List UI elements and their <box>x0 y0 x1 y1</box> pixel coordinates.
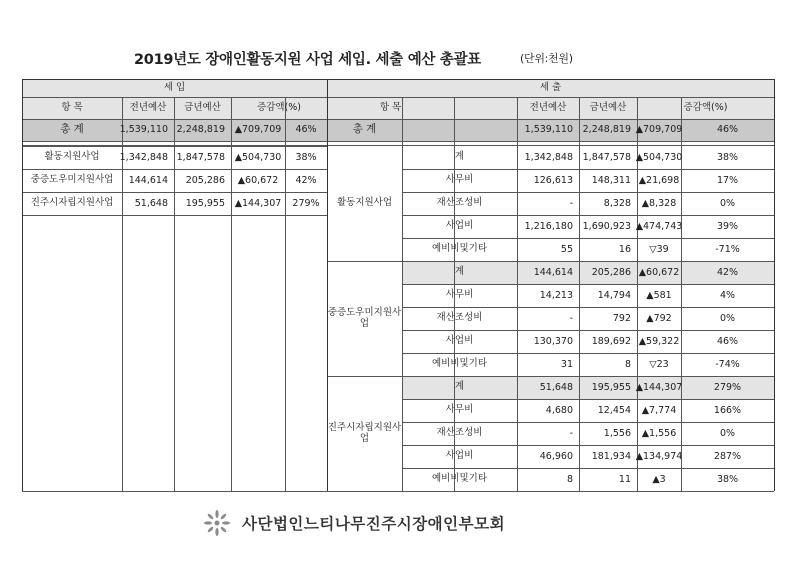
expense-section-header: 세 출 <box>539 82 562 94</box>
table-rule <box>774 79 775 491</box>
revenue-row-prev: 144,614 <box>128 174 168 186</box>
expense-row-prev: - <box>569 197 573 209</box>
expense-row-prev: 8 <box>566 473 573 485</box>
revenue-total-pct: 46% <box>295 124 317 136</box>
expense-row-prev: 14,213 <box>539 289 573 301</box>
expense-row-diff: ▲581 <box>646 289 672 301</box>
expense-col-header: 증감액(%) <box>683 102 728 114</box>
revenue-row-pct: 279% <box>292 197 320 209</box>
expense-row-curr: 148,311 <box>591 174 631 186</box>
expense-total-label: 총 계 <box>352 123 377 136</box>
expense-row-curr: 1,847,578 <box>582 151 631 163</box>
expense-col-header: 항 목 <box>379 102 402 114</box>
revenue-row-diff: ▲144,307 <box>234 197 282 209</box>
expense-row-pct: 287% <box>713 450 742 462</box>
expense-row-pct: 38% <box>716 473 739 485</box>
expense-row-diff: ▲8,328 <box>641 197 677 209</box>
expense-row-diff: ▲3 <box>652 473 666 485</box>
expense-total-curr: 2,248,819 <box>582 124 631 136</box>
expense-row-pct: 0% <box>719 312 736 324</box>
expense-row-prev: - <box>569 427 573 439</box>
revenue-col-header: 증감액(%) <box>257 102 301 114</box>
revenue-section-header: 세 입 <box>163 82 186 94</box>
revenue-row-prev: 51,648 <box>134 197 168 209</box>
revenue-total-label: 총 계 <box>60 123 84 136</box>
expense-row-prev: 51,648 <box>539 381 573 393</box>
expense-row-item: 계 <box>454 151 465 163</box>
expense-row-diff: ▲21,698 <box>638 174 680 186</box>
expense-row-diff: ▲7,774 <box>641 404 677 416</box>
expense-row-prev: 130,370 <box>533 335 573 347</box>
expense-row-pct: 42% <box>716 266 739 278</box>
expense-row-pct: 0% <box>719 197 736 209</box>
budget-summary-table <box>22 79 774 494</box>
expense-row-curr: 12,454 <box>597 404 631 416</box>
expense-row-prev: 46,960 <box>539 450 573 462</box>
organization-name: 사단법인느티나무진주시장애인부모회 <box>242 515 506 533</box>
expense-col-header: 전년예산 <box>529 102 567 114</box>
expense-row-diff: ▲144,307 <box>635 381 683 393</box>
expense-row-curr: 792 <box>612 312 631 324</box>
expense-total-pct: 46% <box>716 124 739 136</box>
expense-row-item: 재산조성비 <box>436 197 483 209</box>
expense-row-curr: 16 <box>618 243 631 255</box>
expense-row-diff: ▲504,730 <box>635 151 683 163</box>
expense-row-diff: ▽23 <box>649 358 669 370</box>
revenue-col-header: 금년예산 <box>184 102 221 114</box>
expense-row-pct: -74% <box>715 358 740 370</box>
expense-row-prev: 55 <box>560 243 573 255</box>
expense-row-diff: ▲1,556 <box>641 427 677 439</box>
expense-row-curr: 11 <box>618 473 631 485</box>
expense-row-prev: 31 <box>560 358 573 370</box>
expense-row-pct: 166% <box>713 404 742 416</box>
expense-row-diff: ▲792 <box>646 312 672 324</box>
expense-row-item: 예비비및기타 <box>431 358 488 370</box>
expense-row-item: 예비비및기타 <box>431 473 488 485</box>
flower-logo-icon <box>200 508 234 538</box>
expense-row-item: 재산조성비 <box>436 312 483 324</box>
revenue-col-header: 항 목 <box>61 102 83 114</box>
expense-row-diff: ▲474,743 <box>635 220 683 232</box>
revenue-col-header: 전년예산 <box>129 102 167 114</box>
expense-row-diff: ▲134,974 <box>635 450 683 462</box>
revenue-row-label: 활동지원사업 <box>44 151 100 163</box>
expense-row-item: 사업비 <box>445 335 474 347</box>
revenue-row-pct: 42% <box>295 174 317 186</box>
expense-row-item: 사무비 <box>445 289 474 301</box>
expense-row-item: 사무비 <box>445 174 474 186</box>
revenue-total-prev: 1,539,110 <box>119 124 168 136</box>
expense-row-curr: 195,955 <box>591 381 631 393</box>
revenue-row-label: 중증도우미지원사업 <box>30 174 114 186</box>
revenue-row-label: 진주시자립지원사업 <box>30 197 114 209</box>
expense-row-pct: 46% <box>716 335 739 347</box>
expense-row-item: 재산조성비 <box>436 427 483 439</box>
expense-row-diff: ▲60,672 <box>638 266 680 278</box>
expense-col-header: 금년예산 <box>589 102 627 114</box>
expense-row-curr: 1,690,923 <box>582 220 631 232</box>
expense-row-curr: 1,556 <box>603 427 631 439</box>
expense-row-curr: 8 <box>624 358 631 370</box>
expense-row-item: 사업비 <box>445 220 474 232</box>
expense-row-curr: 14,794 <box>597 289 631 301</box>
expense-row-curr: 181,934 <box>591 450 631 462</box>
table-rule <box>327 491 774 492</box>
expense-row-prev: 1,342,848 <box>524 151 573 163</box>
revenue-row-diff: ▲60,672 <box>237 174 279 186</box>
revenue-row-pct: 38% <box>295 151 317 163</box>
expense-row-pct: 279% <box>713 381 742 393</box>
table-rule <box>22 141 774 142</box>
revenue-row-curr: 195,955 <box>185 197 225 209</box>
expense-row-diff: ▲59,322 <box>638 335 680 347</box>
expense-row-item: 사무비 <box>445 404 474 416</box>
expense-row-pct: 4% <box>719 289 736 301</box>
expense-group-name: 진주시자립지원사업 <box>327 421 402 444</box>
expense-row-prev: 1,216,180 <box>524 220 573 232</box>
expense-row-curr: 8,328 <box>603 197 631 209</box>
revenue-row-curr: 1,847,578 <box>176 151 225 163</box>
expense-row-pct: 39% <box>716 220 739 232</box>
expense-row-item: 사업비 <box>445 450 474 462</box>
expense-group-name: 활동지원사업 <box>336 197 393 209</box>
expense-total-diff: ▲709,709 <box>635 124 683 136</box>
expense-row-prev: 144,614 <box>533 266 573 278</box>
expense-row-prev: 126,613 <box>533 174 573 186</box>
expense-row-diff: ▽39 <box>649 243 669 255</box>
expense-row-curr: 189,692 <box>591 335 631 347</box>
revenue-total-curr: 2,248,819 <box>176 124 225 136</box>
expense-total-prev: 1,539,110 <box>524 124 573 136</box>
table-rule <box>22 491 327 492</box>
expense-row-item: 계 <box>454 266 465 278</box>
footer <box>200 508 505 538</box>
revenue-row-curr: 205,286 <box>185 174 225 186</box>
expense-row-prev: - <box>569 312 573 324</box>
expense-row-prev: 4,680 <box>545 404 573 416</box>
revenue-row-prev: 1,342,848 <box>119 151 168 163</box>
expense-row-pct: 17% <box>716 174 739 186</box>
unit-label: (단위:천원) <box>520 52 573 65</box>
expense-row-item: 계 <box>454 381 465 393</box>
document-title: 2019년도 장애인활동지원 사업 세입. 세출 예산 총괄표 <box>134 52 481 68</box>
expense-group-name: 중증도우미지원사업 <box>327 306 402 329</box>
expense-row-item: 예비비및기타 <box>431 243 488 255</box>
revenue-total-diff: ▲709,709 <box>234 124 282 136</box>
revenue-row-diff: ▲504,730 <box>234 151 282 163</box>
expense-row-pct: 38% <box>716 151 739 163</box>
expense-row-pct: -71% <box>715 243 740 255</box>
expense-row-curr: 205,286 <box>591 266 631 278</box>
expense-row-pct: 0% <box>719 427 736 439</box>
